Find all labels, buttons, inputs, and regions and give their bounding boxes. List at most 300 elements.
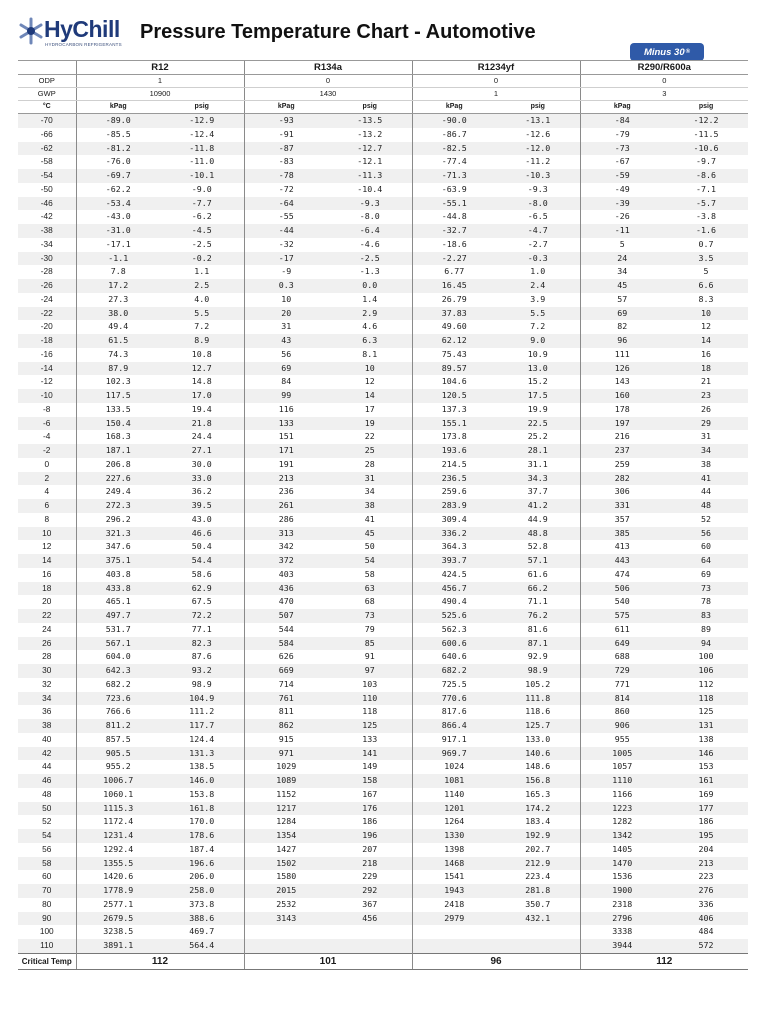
kpag-cell: 456.7 [412,582,496,596]
kpag-cell: 1140 [412,788,496,802]
table-row [18,733,748,747]
kpag-cell: -55.1 [412,197,496,211]
psig-cell: 52 [701,513,712,524]
temperature-cell: 70 [18,884,76,898]
kpag-cell: 714 [244,678,328,692]
psig-cell: 0.7 [698,238,714,249]
kpag-cell: 16.45 [412,279,496,293]
kpag-cell: 111 [580,348,664,362]
temperature-cell: -16 [40,348,53,359]
kpag-cell: 766.6 [76,705,160,719]
kpag-cell: 1536 [580,870,664,884]
kpag-cell: 642.3 [76,664,160,678]
critical-temp-value: 96 [412,953,580,969]
temperature-cell: 110 [18,939,76,953]
temperature-cell: -10 [18,389,76,403]
kpag-cell: 151 [244,430,328,444]
table-row [18,458,748,472]
kpag-cell: -39 [580,197,664,211]
temperature-cell: 10 [18,527,76,541]
psig-cell: 158 [328,774,412,788]
temperature-cell: -6 [18,417,76,431]
unit-header-row [18,101,748,114]
psig-cell: 82.3 [160,637,244,651]
kpag-cell: 178 [580,403,664,417]
kpag-cell: 770.6 [412,692,496,706]
kpag-cell: 1166 [580,788,664,802]
temperature-cell: 4 [44,486,50,497]
temperature-cell: -26 [18,279,76,293]
temperature-cell: -66 [40,128,53,139]
kpag-cell: 649 [580,637,664,651]
psig-cell: 43.0 [191,513,212,524]
temperature-cell: 18 [18,582,76,596]
data-rows [18,114,748,954]
psig-cell: 292 [328,884,412,898]
table-row [18,224,748,238]
kpag-cell: 1282 [580,815,664,829]
kpag-cell: 1110 [580,774,664,788]
kpag-cell: 84 [244,375,328,389]
hychill-logo [18,14,136,54]
psig-cell: 336 [698,898,714,909]
kpag-cell: 1355.5 [76,857,160,871]
kpag-cell: 915 [244,733,328,747]
kpag-cell: 725.5 [412,678,496,692]
psig-cell: 140.6 [496,747,580,761]
psig-cell: 1.1 [194,266,210,277]
kpag-cell: 213 [244,472,328,486]
kpag-cell: 117.5 [76,389,160,403]
kpag-cell: 321.3 [76,527,160,541]
kpag-cell: 237 [580,444,664,458]
psig-cell: 21.8 [160,417,244,431]
psig-cell: -1.6 [664,224,748,238]
psig-cell: 2.9 [328,307,412,321]
kpag-cell: -87 [244,142,328,156]
psig-cell: 62.9 [160,582,244,596]
psig-cell: 118 [664,692,748,706]
table-row [18,939,748,953]
psig-cell: 218 [328,857,412,871]
psig-cell: 373.8 [189,898,215,909]
table-row [18,898,748,912]
psig-cell: -0.2 [160,252,244,266]
kpag-cell: -76.0 [76,155,160,169]
kpag-cell: 1006.7 [76,774,160,788]
kpag-cell: 10 [244,293,328,307]
kpag-cell: 3143 [244,912,328,926]
psig-cell: -13.5 [328,114,412,128]
kpag-cell: -1.1 [76,252,160,266]
psig-cell: 406 [664,912,748,926]
kpag-cell: -64 [244,197,328,211]
psig-cell [496,925,580,939]
psig-cell: 7.2 [530,321,546,332]
psig-cell: 169 [698,788,714,799]
psig-cell: -12.2 [664,114,748,128]
psig-cell: 98.9 [191,678,212,689]
kpag-cell: 1060.1 [76,788,160,802]
kpag-cell: 971 [244,747,328,761]
temperature-cell: -12 [40,376,53,387]
kpag-cell: 206.8 [76,458,160,472]
temperature-cell: 8 [44,513,50,524]
kpag-cell: 814 [580,692,664,706]
table-row [18,705,748,719]
temperature-cell: 52 [42,816,52,827]
psig-cell: 196.6 [160,857,244,871]
psig-cell: 229 [362,871,378,882]
kpag-cell: 1081 [412,774,496,788]
psig-cell: 138.5 [189,761,215,772]
psig-cell: -10.6 [664,142,748,156]
kpag-cell: 1943 [412,884,496,898]
psig-cell: 192.9 [496,829,580,843]
psig-unit: psig [160,101,244,114]
psig-cell: 572 [664,939,748,953]
kpag-cell: -18.6 [412,238,496,252]
psig-cell: 118.6 [525,706,551,717]
kpag-cell: 1223 [580,802,664,816]
psig-cell: -9.7 [696,156,717,167]
kpag-cell: 82 [580,320,664,334]
temperature-cell: -30 [18,252,76,266]
psig-unit: psig [664,101,748,114]
psig-cell: 258.0 [160,884,244,898]
psig-cell: 50 [364,541,375,552]
psig-cell: 19 [328,417,412,431]
kpag-cell: 1172.4 [76,815,160,829]
kpag-unit: kPag [412,101,496,114]
psig-cell: 469.7 [189,926,215,937]
header-corner [18,61,76,75]
kpag-cell: 313 [244,527,328,541]
kpag-cell: 723.6 [76,692,160,706]
kpag-cell: -62.2 [76,183,160,197]
psig-cell: 23 [664,389,748,403]
property-value: 0 [244,75,412,88]
kpag-cell: -17 [244,252,328,266]
psig-cell: 67.5 [191,596,212,607]
psig-cell: 456 [328,912,412,926]
temperature-cell: -46 [18,197,76,211]
logo-text: HyChill [44,16,120,42]
psig-cell: 3.9 [530,293,546,304]
kpag-cell: 155.1 [412,417,496,431]
kpag-cell: -72 [244,183,328,197]
table-row [18,334,748,348]
kpag-cell: 150.4 [76,417,160,431]
psig-cell: 36.2 [191,486,212,497]
kpag-cell: 465.1 [76,595,160,609]
table-row [18,210,748,224]
psig-cell: 8.3 [698,293,714,304]
temperature-cell: -2 [18,444,76,458]
psig-cell: 38 [328,499,412,513]
kpag-cell: -78 [244,169,328,183]
table-row [18,925,748,939]
temperature-cell: 46 [18,774,76,788]
table-row [18,265,748,279]
psig-cell: 131 [664,719,748,733]
psig-cell: 33.0 [160,472,244,486]
property-label: GWP [18,88,76,101]
table-row [18,417,748,431]
temperature-cell: -24 [40,293,53,304]
table-row [18,293,748,307]
kpag-cell: 506 [580,582,664,596]
temperature-cell: 36 [42,706,52,717]
kpag-cell: 306 [580,485,664,499]
kpag-cell: 470 [244,595,328,609]
psig-cell: -6.2 [191,211,212,222]
psig-cell: 44.9 [527,513,548,524]
kpag-cell: -91 [244,128,328,142]
psig-cell: -12.7 [328,142,412,156]
temperature-cell: 22 [18,609,76,623]
kpag-cell: 214.5 [412,458,496,472]
psig-cell: 19.4 [191,403,212,414]
kpag-cell: 604.0 [76,650,160,664]
kpag-cell: 7.8 [76,265,160,279]
psig-cell: 350.7 [525,898,551,909]
logo-subtext: HYDROCARBON REFRIGERANTS [45,42,122,47]
gwp-row [18,88,748,101]
temperature-cell: 56 [42,843,52,854]
temperature-cell: 100 [39,926,54,937]
psig-cell: 10.8 [191,348,212,359]
psig-cell: 28.1 [496,444,580,458]
psig-cell: 223.4 [525,871,551,882]
psig-cell: -6.4 [328,224,412,238]
kpag-cell: -63.9 [412,183,496,197]
psig-cell: 133.0 [525,733,551,744]
kpag-cell: 137.3 [412,403,496,417]
psig-cell: 89 [701,623,712,634]
psig-cell: 281.8 [496,884,580,898]
kpag-cell: 69 [244,362,328,376]
psig-cell: 44 [701,486,712,497]
temperature-cell: 90 [18,912,76,926]
kpag-cell: 1264 [412,815,496,829]
psig-cell: 165.3 [525,788,551,799]
table-row [18,375,748,389]
temperature-cell: -34 [40,238,53,249]
odp-row [18,75,748,88]
kpag-cell: 575 [580,609,664,623]
psig-cell: 56 [664,527,748,541]
psig-cell: 54.4 [160,554,244,568]
kpag-cell: 0.3 [244,279,328,293]
psig-cell: 183.4 [525,816,551,827]
kpag-cell: 168.3 [76,430,160,444]
kpag-cell: 1284 [244,815,328,829]
psig-cell: 10.9 [527,348,548,359]
refrigerant-name: R290/R600a [580,61,748,75]
table-row [18,719,748,733]
kpag-cell: -79 [580,128,664,142]
psig-cell: 26 [701,403,712,414]
kpag-unit: kPag [580,101,664,114]
psig-cell: 60 [701,541,712,552]
table-row [18,403,748,417]
kpag-cell: 49.4 [76,320,160,334]
temperature-cell: 12 [42,541,52,552]
kpag-cell: 342 [244,540,328,554]
kpag-cell: 61.5 [76,334,160,348]
kpag-cell: 433.8 [76,582,160,596]
temperature-cell: 58 [18,857,76,871]
psig-cell: 1.4 [362,293,378,304]
temperature-cell: -70 [18,114,76,128]
table-row [18,362,748,376]
psig-cell [328,939,412,953]
kpag-cell: 160 [580,389,664,403]
table-row [18,815,748,829]
table-row [18,843,748,857]
temperature-cell: -22 [18,307,76,321]
kpag-cell: 403 [244,568,328,582]
kpag-cell: 57 [580,293,664,307]
kpag-cell: 197 [580,417,664,431]
psig-cell: 161.8 [160,802,244,816]
psig-cell: 92.9 [527,651,548,662]
psig-cell: -11.2 [525,156,551,167]
refrigerant-name: R1234yf [412,61,580,75]
kpag-cell: 761 [244,692,328,706]
kpag-cell: 296.2 [76,513,160,527]
psig-cell: 31 [328,472,412,486]
kpag-cell: 2679.5 [76,912,160,926]
temperature-cell: -38 [18,224,76,238]
psig-cell: 19.9 [527,403,548,414]
psig-cell: 28 [364,458,375,469]
psig-cell: 16 [701,348,712,359]
psig-cell: 61.6 [527,568,548,579]
kpag-cell: 682.2 [76,678,160,692]
temperature-cell: 42 [18,747,76,761]
kpag-cell: 283.9 [412,499,496,513]
temperature-cell: 32 [42,678,52,689]
temperature-cell: -20 [40,321,53,332]
psig-cell: 0.0 [328,279,412,293]
psig-cell: 2.5 [160,279,244,293]
kpag-cell: 1468 [412,857,496,871]
psig-cell: -13.2 [357,128,383,139]
psig-cell: 14.8 [191,376,212,387]
table-row [18,307,748,321]
psig-cell: 117.7 [160,719,244,733]
kpag-cell: 544 [244,623,328,637]
kpag-cell: 1217 [244,802,328,816]
kpag-cell: 1502 [244,857,328,871]
kpag-cell: 309.4 [412,513,496,527]
psig-cell: 22.5 [496,417,580,431]
kpag-cell: 26.79 [412,293,496,307]
table-row [18,595,748,609]
temperature-cell: 6 [18,499,76,513]
psig-cell: 149 [362,761,378,772]
kpag-unit: kPag [76,101,160,114]
critical-temp-value: 112 [76,953,244,969]
psig-cell: 176 [328,802,412,816]
psig-cell: 3.5 [664,252,748,266]
psig-cell: 13.0 [496,362,580,376]
psig-cell: -2.7 [527,238,548,249]
temperature-cell: 34 [18,692,76,706]
psig-cell: 21 [701,376,712,387]
kpag-cell: 375.1 [76,554,160,568]
table-row [18,857,748,871]
kpag-cell: -49 [580,183,664,197]
kpag-cell: 126 [580,362,664,376]
kpag-cell: 2796 [580,912,664,926]
table-row [18,252,748,266]
temperature-cell: -18 [18,334,76,348]
kpag-cell: -44.8 [412,210,496,224]
kpag-cell: -43.0 [76,210,160,224]
psig-cell: 4.6 [362,321,378,332]
kpag-cell: -32 [244,238,328,252]
kpag-cell: 669 [244,664,328,678]
psig-cell: 37.7 [527,486,548,497]
psig-cell: 34 [664,444,748,458]
psig-cell: 187.4 [189,843,215,854]
registered-mark: ® [685,49,691,55]
property-value: 3 [580,88,748,101]
kpag-cell: 259 [580,458,664,472]
kpag-cell: 143 [580,375,664,389]
table-row [18,430,748,444]
kpag-cell: 336.2 [412,527,496,541]
psig-cell: 57.1 [496,554,580,568]
kpag-cell: -11 [580,224,664,238]
critical-temp-value: 101 [244,953,412,969]
kpag-cell: 282 [580,472,664,486]
psig-cell: 8.1 [362,348,378,359]
kpag-cell: 611 [580,623,664,637]
kpag-cell: 1115.3 [76,802,160,816]
psig-cell: 31 [701,431,712,442]
psig-cell: 46.6 [160,527,244,541]
psig-cell: -2.5 [328,252,412,266]
kpag-cell: 236.5 [412,472,496,486]
psig-cell: 10 [664,307,748,321]
psig-cell: 30.0 [191,458,212,469]
psig-cell: 112 [698,678,714,689]
psig-cell: 25.2 [527,431,548,442]
psig-cell: 1.0 [530,266,546,277]
kpag-cell: 688 [580,650,664,664]
kpag-cell: 133.5 [76,403,160,417]
kpag-cell: -83 [244,155,328,169]
kpag-cell: 443 [580,554,664,568]
kpag-cell: 89.57 [412,362,496,376]
kpag-cell: 20 [244,307,328,321]
kpag-cell: 3891.1 [76,939,160,953]
psig-cell: 174.2 [496,802,580,816]
kpag-cell: 682.2 [412,664,496,678]
psig-cell: -11.5 [693,128,719,139]
psig-cell: 138 [698,733,714,744]
kpag-cell: 171 [244,444,328,458]
kpag-cell: 133 [244,417,328,431]
kpag-cell: 1420.6 [76,870,160,884]
kpag-cell: 96 [580,334,664,348]
psig-cell: 161 [664,774,748,788]
temperature-cell: 20 [42,596,52,607]
